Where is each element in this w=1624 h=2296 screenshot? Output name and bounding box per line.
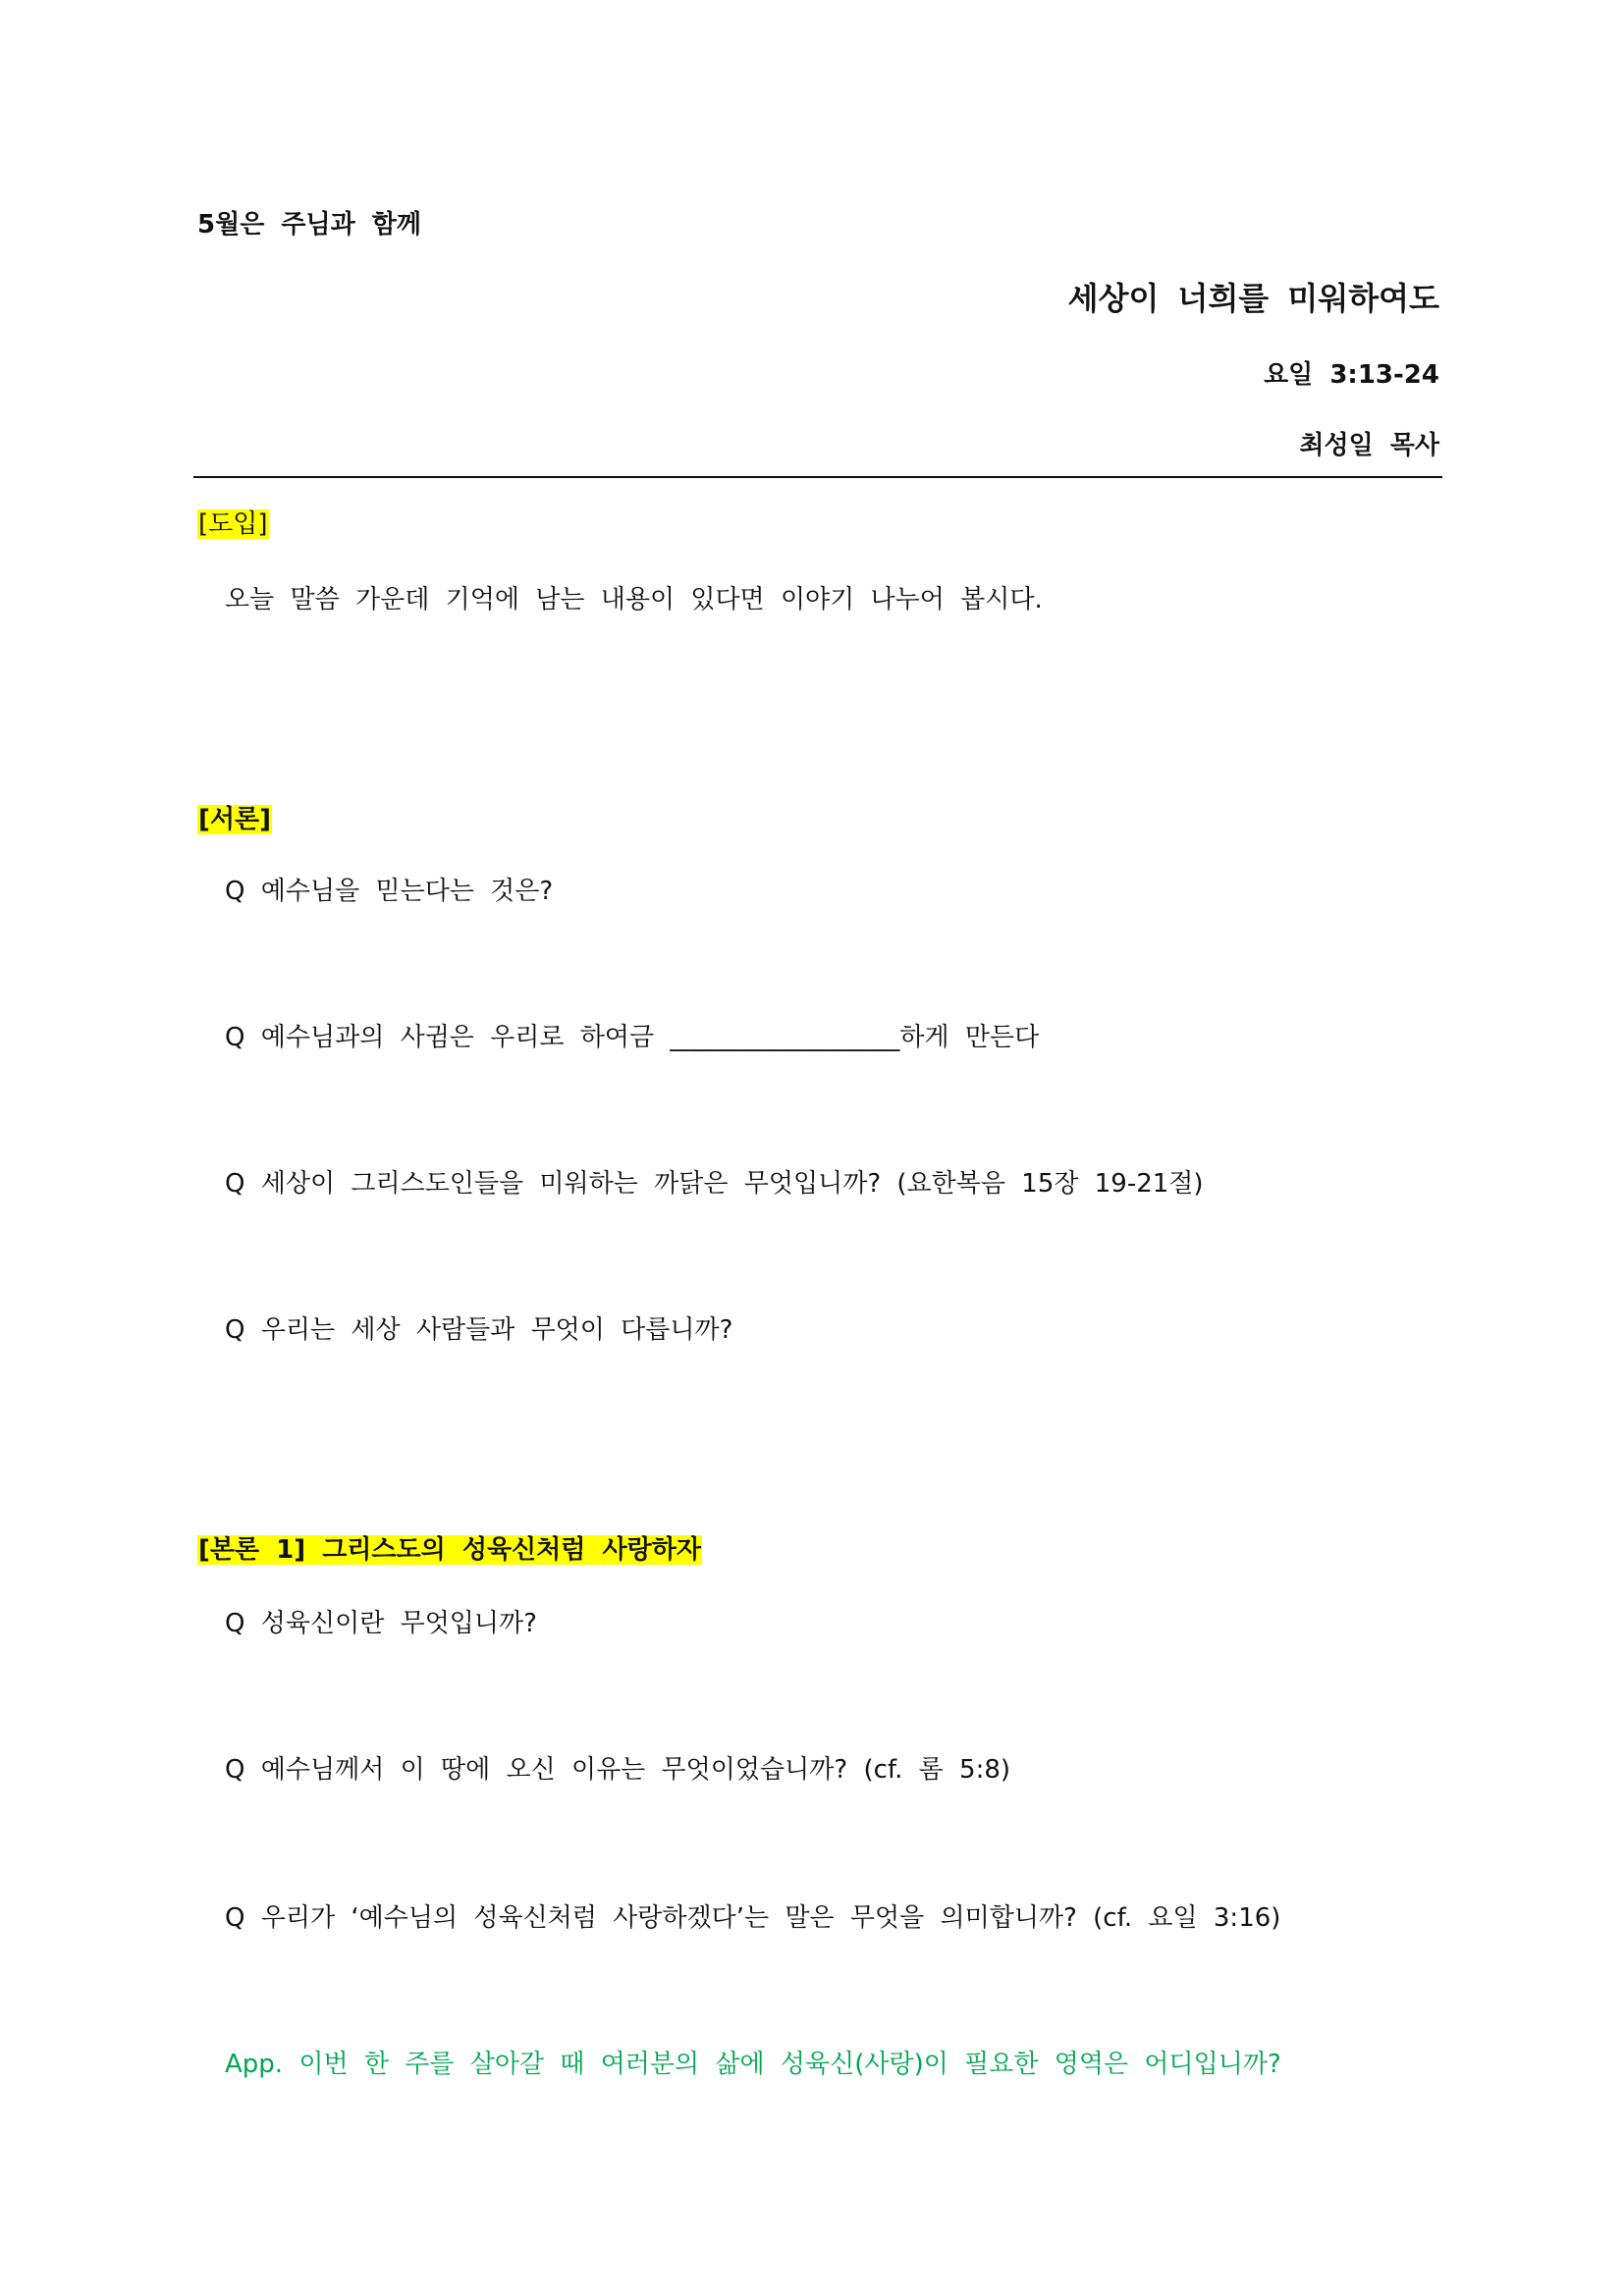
question-item: Q 성육신이란 무엇입니까? xyxy=(225,1609,537,1638)
question-item: Q 세상이 그리스도인들을 미워하는 까닭은 무엇입니까? (요한복음 15장 19-21절) xyxy=(225,1169,1204,1199)
main1-section xyxy=(197,1532,702,1568)
intro-heading: [도입] xyxy=(198,509,268,539)
intro-section xyxy=(197,507,269,542)
intro-text: 오늘 말씀 가운데 기억에 남는 내용이 있다면 이야기 나누어 봅시다. xyxy=(225,585,1043,614)
main1-heading: [본론 1] 그리스도의 성육신처럼 사랑하자 xyxy=(198,1535,701,1565)
scripture-reference: 요일 3:13-24 xyxy=(1264,360,1439,390)
preacher-name: 최성일 목사 xyxy=(1299,431,1439,460)
sermon-title: 세상이 너희를 미워하여도 xyxy=(1067,280,1439,317)
series-title: 5월은 주님과 함께 xyxy=(197,210,422,240)
question-item: Q 예수님께서 이 땅에 오신 이유는 무엇이었습니까? (cf. 롬 5:8) xyxy=(225,1755,1011,1785)
application-question: App. 이번 한 주를 살아갈 때 여러분의 삶에 성육신(사랑)이 필요한 영역은 어디입니까? xyxy=(225,2050,1281,2079)
header-divider xyxy=(193,476,1442,478)
question-item: Q 우리는 세상 사람들과 무엇이 다릅니까? xyxy=(225,1315,733,1345)
question-item: Q 예수님을 믿는다는 것은? xyxy=(225,877,554,906)
question-item: Q 우리가 ‘예수님의 성육신처럼 사랑하겠다’는 말은 무엇을 의미합니까? (cf. 요일 3:16) xyxy=(225,1903,1281,1933)
question-item: Q 예수님과의 사귐은 우리로 하여금 __________________하게 만든다 xyxy=(225,1023,1040,1052)
preface-section xyxy=(197,802,272,837)
preface-heading: [서론] xyxy=(198,805,271,834)
